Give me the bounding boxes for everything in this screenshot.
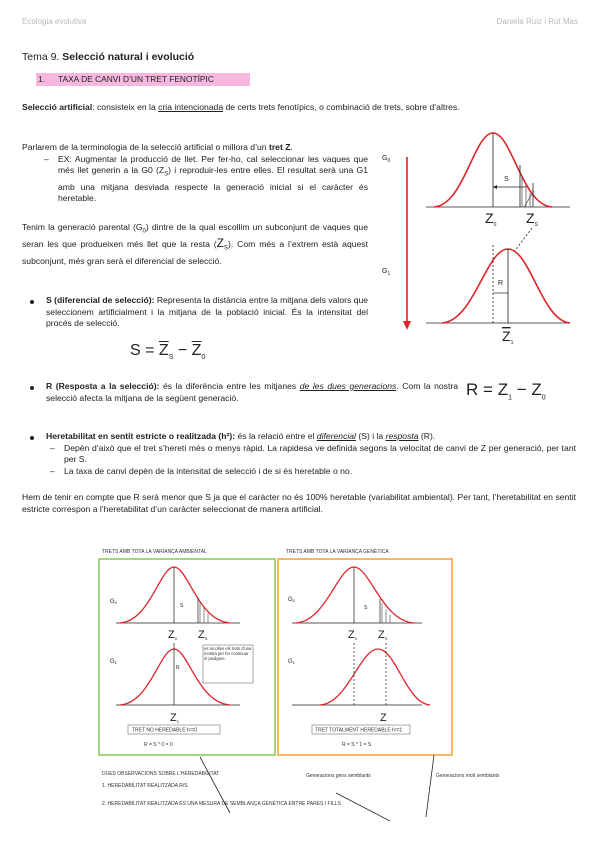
selection-diagram [374, 125, 574, 355]
svg-text:R: R [176, 665, 180, 671]
heritability-point-2: – La taxa de canvi depèn de la intensitat de selecció i de si és heretable o no. [46, 466, 576, 478]
svg-text:G0: G0 [110, 599, 117, 605]
right-panel-title: TRETS AMB TOTA LA VARIANÇA GENÈTICA [286, 549, 389, 555]
svg-text:Z0: Z0 [348, 629, 357, 641]
label-s: S [504, 176, 509, 183]
right-g0-curve [296, 567, 414, 623]
observation-1: 1. HEREDABILITAT REALITZADA R/S [102, 783, 188, 789]
svg-text:S: S [180, 603, 184, 609]
g1-curve [442, 249, 570, 323]
svg-text:ZS: ZS [198, 629, 208, 641]
bullet-response: R (Resposta a la selecció): és la diferència entre les mitjanes de les dues generacions. Com la nostra selecció afecta la mitjana de la següent generació. [46, 381, 458, 403]
very-similar-note: Generacions molt semblants [436, 773, 500, 779]
heritability-figure [80, 545, 500, 835]
label-g0: $G_0$ [382, 155, 391, 164]
example-item: – EX: Augmentar la producció de llet. Per fer-ho, cal seleccionar les vaques que més llet generin a la G0 $(Z_S)$ i reproduir-les entre elles. El resultat serà una G1 amb una mitjana desviada respecte la generació inicial si el caràcter és heretable. [40, 154, 368, 205]
observations-title: DUES OBSERVACIONS SOBRE L'HEREDABILITAT [102, 771, 220, 777]
parental-generation-paragraph: Tenim la generació parental $(G_0)$ dintre de la qual escollim un subconjunt de vaques que seran les que produeixen més llet que la resta $(Z_S)$. Com més a l’extrem està aquest subconjunt, més gran serà el diferencial de selecció. [22, 222, 368, 266]
svg-text:TRET TOTALMENT HEREDABLE h²=1: TRET TOTALMENT HEREDABLE h²=1 [315, 727, 403, 734]
svg-text:Z0: Z0 [168, 629, 177, 641]
bullet-dot [30, 436, 34, 440]
left-equation: R = S * 0 = 0 [144, 742, 173, 748]
page-title: Tema 9. Selecció natural i evolució [22, 51, 195, 63]
label-z1: $Z_1$ [502, 328, 514, 346]
svg-text:G1: G1 [110, 659, 117, 665]
bullet-selection-differential: S (diferencial de selecció): Representa la distància entre la mitjana dels valors que seleccionem artificialment i la mitjana de la població inicial. És la intensitat del procés de selecció. [46, 295, 369, 329]
bullet-dot [30, 386, 34, 390]
formula-s: $S = \overline{Z}_S - \overline{Z}_0$ [130, 342, 206, 362]
section-heading: 1. TAXA DE CANVI D’UN TRET FENOTÍPIC [36, 73, 250, 86]
left-panel-title: TRETS AMB TOTA LA VARIANÇA AMBIENTAL [102, 549, 207, 555]
header-right: Daniela Ruiz i Rut Mas [496, 17, 578, 26]
right-equation: R = S * 1 = S [342, 742, 372, 748]
label-r: R [498, 280, 504, 287]
bullet-dot [30, 300, 34, 304]
svg-text:TRET NO HEREDABLE h²=0: TRET NO HEREDABLE h²=0 [132, 727, 198, 734]
arrow-head [403, 321, 411, 330]
label-z0: $Z_0$ [485, 210, 497, 228]
svg-text:ZS: ZS [378, 629, 388, 641]
similar-none-note: Generacions gens semblants [306, 773, 371, 779]
svg-text:G0: G0 [288, 597, 295, 603]
formula-r: $R = Z_1 - Z_0$ [466, 380, 546, 402]
bullet-heritability: Heretabilitat en sentit estricte o realitzada (h²): és la relació entre el diferencial (S) i la resposta (R). – Depèn d’això que el tret s’hereti més o menys ràpid. La rapidesa ve definida segons la velocitat de canvi de Z per generació, per tant per S. – La taxa de canvi depèn de la intensitat de selecció i de si és heretable o no. [46, 431, 576, 477]
svg-text:Z1: Z1 [170, 712, 179, 724]
left-g0-curve [120, 567, 230, 623]
observation-2: 2. HEREDABILITAT REALITZADA ÉS UNA MESURA DE SEMBLANÇA GENÈTICA ENTRE PARES I FILLS [102, 801, 341, 807]
svg-text:S: S [364, 605, 368, 611]
terminology-paragraph: Parlarem de la terminologia de la selecció artificial o millora d’un tret Z. – EX: Augmentar la producció de llet. Per fer-ho, cal seleccionar les vaques que més llet generin a la G0 $(Z_S)$ i reproduir-les entre elles. El resultat serà una G1 amb una mitjana desviada respecte la generació inicial si el caràcter és heretable. [22, 142, 368, 205]
svg-text:G1: G1 [288, 659, 295, 665]
label-zs: $Z_S$ [526, 210, 538, 228]
right-g1-curve [320, 649, 430, 705]
pedigree-note: es recollen els trets d'una mostra per fer continuar el pedigree [204, 646, 252, 661]
artificial-selection-definition: Selecció artificial: consisteix en la cria intencionada de certs trets fenotípics, o combinació de trets, sobre d’altres. [22, 102, 460, 112]
final-paragraph: Hem de tenir en compte que R serà menor que S ja que el caràcter no és 100% heretable (variabilitat ambiental). Per tant, l’heretabilitat en sentit estricte correspon a l’heretabilitat d’un caràcter seleccionat de manera artificial. [22, 492, 576, 514]
header-left: Ecologia evolutiva [22, 17, 87, 26]
svg-text:Z: Z [380, 712, 387, 724]
label-g1: $G_1$ [382, 268, 391, 277]
heritability-point-1: – Depèn d’això que el tret s’hereti més o menys ràpid. La rapidesa ve definida segons la velocitat de canvi de Z per generació, per tant per S. [46, 443, 576, 466]
